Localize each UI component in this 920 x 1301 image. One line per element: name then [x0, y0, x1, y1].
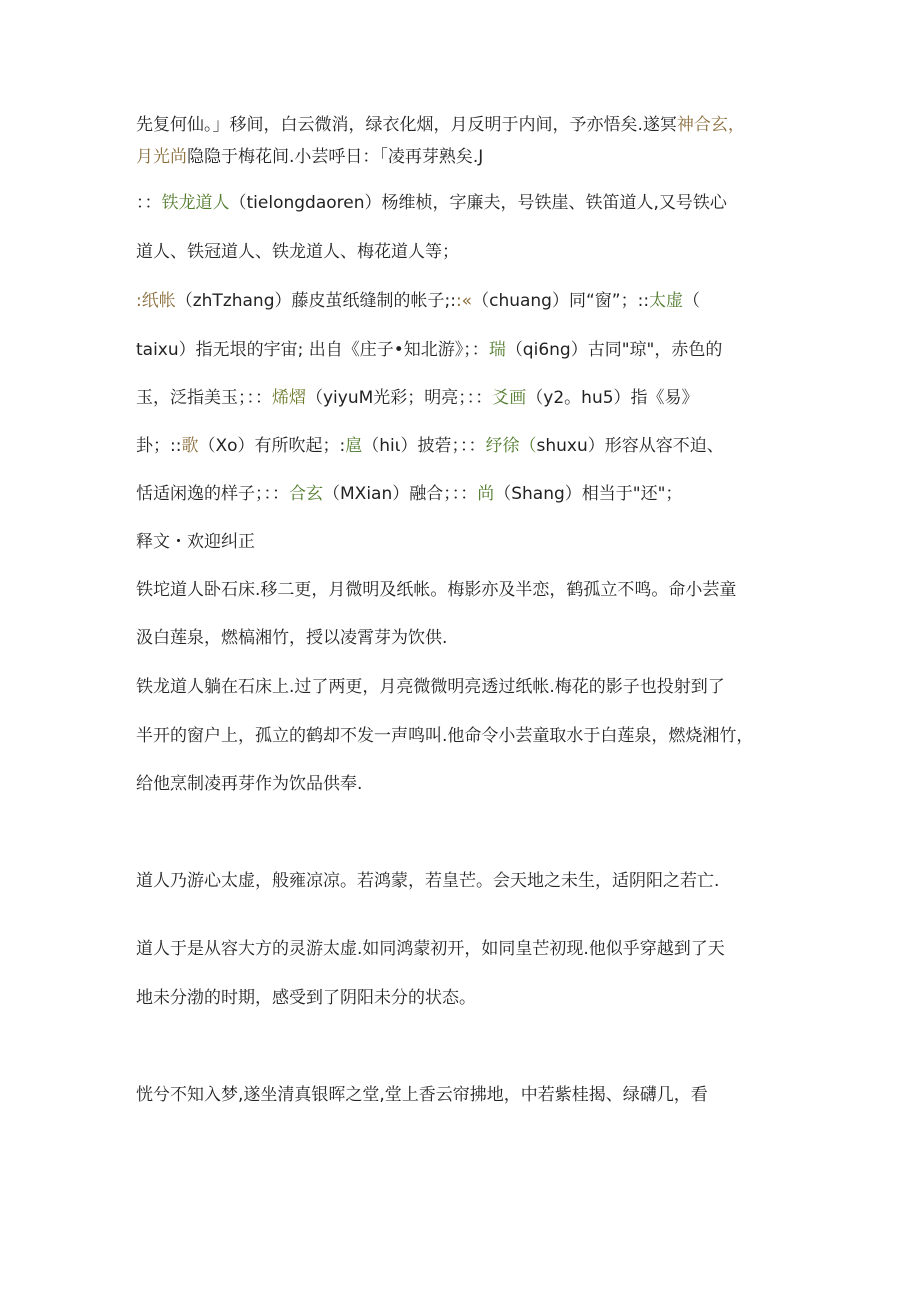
text-line [136, 772, 362, 796]
body-text: （Shang）相当于"还"； [494, 484, 683, 504]
text-line [136, 675, 725, 699]
text-line [136, 986, 476, 1010]
annotation-term: :纸帐 [136, 291, 176, 311]
annotation-term: 爻画 [492, 388, 527, 408]
body-text: 半开的窗户上，孤立的鹤却不发一声鸣叫.他命令小芸童取水于白莲泉，燃烧湘竹， [136, 726, 754, 746]
body-text: （chuang）同“窗”；:: [472, 291, 650, 311]
text-line [136, 626, 447, 650]
body-text: 道人、铁冠道人、铁龙道人、梅花道人等； [136, 242, 459, 262]
text-line [136, 338, 722, 362]
text-line [136, 578, 736, 602]
body-text: 恬适闲逸的样子；：： [136, 484, 289, 504]
body-text: ：： [136, 193, 162, 213]
text-line [136, 113, 745, 137]
body-text: 道人乃游心太虚，般雍凉凉。若鸿蒙，若皇芒。会天地之未生，适阴阳之若亡. [136, 871, 720, 891]
annotation-term: 铁龙道人 [161, 193, 230, 213]
text-line [136, 289, 700, 313]
body-text: （zhTzhang）藤皮茧纸缝制的帐子;: [175, 291, 456, 311]
body-text: （Xo）有所吹起；: [198, 436, 346, 456]
body-text: （qi6ng）古同"琼"，赤色的 [505, 340, 723, 360]
body-text: 释文・欢迎纠正 [136, 532, 255, 552]
text-line [136, 191, 727, 215]
annotation-term: :« [455, 291, 473, 311]
body-text: 隐隐于梅花间.小芸呼日：「凌再芽熟矣.J [187, 147, 484, 167]
body-text: 铁坨道人卧石床.移二更，月微明及纸帐。梅影亦及半恋，鹤孤立不鸣。命小芸童 [136, 580, 737, 600]
text-line [136, 1083, 708, 1107]
annotation-term: 合玄 [289, 484, 323, 504]
body-text: 恍兮不知入梦,遂坐清真银晖之堂,堂上香云帘拂地，中若紫桂揭、绿礴几，看 [136, 1085, 708, 1105]
text-line [136, 724, 753, 748]
text-line [136, 482, 682, 506]
body-text: （y2。hu5）指《易》 [526, 388, 699, 408]
body-text: 给他烹制凌再芽作为饮品供奉. [136, 774, 363, 794]
text-line [136, 530, 255, 554]
text-line [136, 434, 724, 458]
annotation-term: 月光尚 [136, 147, 187, 167]
annotation-term: 歌 [181, 436, 199, 456]
annotation-term: 神合玄， [676, 115, 745, 135]
text-line [136, 240, 459, 264]
body-text: 汲白莲泉，燃槁湘竹，授以凌霄芽为饮供. [136, 628, 448, 648]
body-text: 玉，泛指美玉；：： [136, 388, 272, 408]
body-text: 地未分渤的时期，感受到了阴阳未分的状态。 [136, 988, 476, 1008]
body-text: （tielongdaoren）杨维桢，字廉夫，号铁崖、铁笛道人,又号铁心 [229, 193, 727, 213]
body-text: 卦；:: [136, 436, 182, 456]
text-line [136, 937, 725, 961]
annotation-term: 纾徐（ [485, 436, 537, 456]
annotation-term: 烯熠 [272, 388, 306, 408]
annotation-term: 太虚 [649, 291, 684, 311]
body-text: 道人于是从容大方的灵游太虚.如同鸿蒙初开，如同皇芒初现.他似乎穿越到了天 [136, 939, 725, 959]
body-text: （MXian）融合；：： [323, 484, 478, 504]
body-text: 铁龙道人躺在石床上.过了两更，月亮微微明亮透过纸帐.梅花的影子也投射到了 [136, 677, 725, 697]
body-text: 先复何仙。」移间，白云微消，绿衣化烟，月反明于内间，予亦悟矣.遂冥 [136, 115, 677, 135]
annotation-term: 扈 [345, 436, 363, 456]
text-line [136, 145, 483, 169]
text-line [136, 869, 719, 893]
text-line [136, 386, 699, 410]
body-text: shuxu）形容从容不迫、 [536, 436, 724, 456]
body-text: （ [683, 291, 701, 311]
annotation-term: 尚 [477, 484, 495, 504]
body-text: （hiι）披菪；：： [362, 436, 486, 456]
annotation-term: 瑞 [488, 340, 506, 360]
body-text: taixu）指无垠的宇宙; 出自《庄子•知北游》；： [136, 340, 489, 360]
body-text: （yiyuM光彩；明亮；：： [306, 388, 493, 408]
